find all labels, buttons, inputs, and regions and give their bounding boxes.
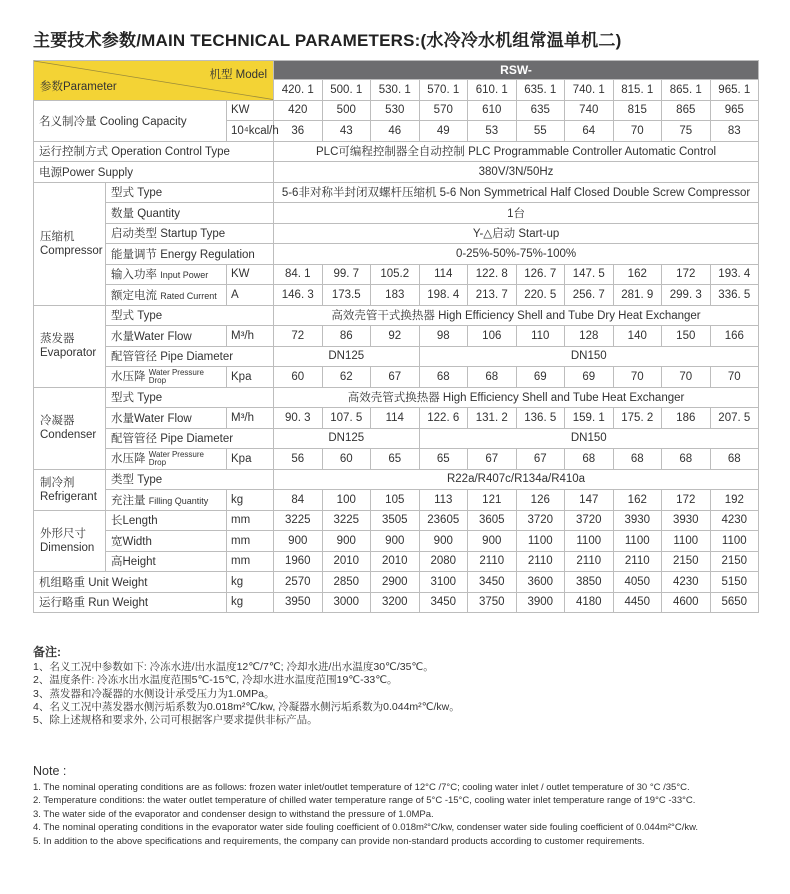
input-value-cell: 126. 7: [516, 264, 565, 285]
evaporator-drop-row: [34, 367, 759, 388]
height-value-cell: 1960: [274, 551, 323, 572]
notes-en-item: 3. The water side of the evaporator and condenser design to withstand the pressure of 1.0MPa.: [33, 808, 434, 820]
unit-kcal: 10⁴kcal/h: [227, 121, 274, 142]
run-weight-value-cell: 4180: [565, 592, 614, 613]
cooling-kcal-value-cell: 43: [322, 121, 371, 142]
unit-weight-value-cell: 3100: [419, 572, 468, 593]
evaporator-pipe-row: [34, 346, 759, 367]
condenser-flow-label: 水量Water Flow: [106, 408, 227, 429]
input-value-cell: 99. 7: [322, 264, 371, 285]
cooling-kcal-value-cell: 49: [419, 121, 468, 142]
cond-drop-value-cell: 65: [419, 449, 468, 470]
cond-flow-value-cell: 175. 2: [613, 408, 662, 429]
unit-weight-value-cell: 3850: [565, 572, 614, 593]
height-value-cell: 2010: [371, 551, 420, 572]
current-value-cell: 336. 5: [710, 285, 759, 306]
cooling-kw-value-cell: 420: [274, 100, 323, 121]
refrigerant-group-label: 制冷剂 Refrigerant: [34, 469, 106, 510]
notes-cn-item: 5、除上述规格和要求外, 公司可根据客户要求提供非标产品。: [33, 714, 318, 727]
cond-flow-value-cell: 122. 6: [419, 408, 468, 429]
evaporator-type-label: 型式 Type: [106, 305, 274, 326]
run-weight-value-cell: 3000: [322, 592, 371, 613]
cooling-kcal-value-cell: 75: [662, 121, 711, 142]
width-unit: mm: [227, 531, 274, 552]
input-value-cell: 162: [613, 264, 662, 285]
cond-drop-value-cell: 68: [613, 449, 662, 470]
fill-value-cell: 113: [419, 490, 468, 511]
refrigerant-fill-row: [34, 490, 759, 511]
length-value-cell: 3605: [468, 510, 517, 531]
condenser-flow-row: [34, 408, 759, 429]
compressor-startup-label: 启动类型 Startup Type: [106, 223, 274, 244]
condenser-pipe-b: DN150: [419, 428, 759, 449]
cooling-kw-value-cell: 865: [662, 100, 711, 121]
compressor-type-value: 5-6非对称半封闭双螺杆压缩机 5-6 Non Symmetrical Half Closed Double Screw Compressor: [274, 182, 759, 203]
unit-weight-value-cell: 4230: [662, 572, 711, 593]
compressor-startup-row: [34, 223, 759, 244]
compressor-type-row: [34, 182, 759, 203]
cond-drop-value-cell: 68: [710, 449, 759, 470]
height-value-cell: 2110: [613, 551, 662, 572]
fill-value-cell: 162: [613, 490, 662, 511]
current-value-cell: 213. 7: [468, 285, 517, 306]
models-value-cell: 530. 1: [371, 80, 420, 101]
models-value-cell: 815. 1: [613, 80, 662, 101]
evaporator-pipe-a: DN125: [274, 346, 420, 367]
evap-drop-value-cell: 62: [322, 367, 371, 388]
power-label: 电源Power Supply: [34, 162, 274, 183]
models-value-cell: 500. 1: [322, 80, 371, 101]
evap-drop-value-cell: 60: [274, 367, 323, 388]
fill-value-cell: 121: [468, 490, 517, 511]
input-value-cell: 193. 4: [710, 264, 759, 285]
unit-weight-value-cell: 2570: [274, 572, 323, 593]
refrigerant-type-value: R22a/R407c/R134a/R410a: [274, 469, 759, 490]
current-value-cell: 220. 5: [516, 285, 565, 306]
evaporator-group-label: 蒸发器 Evaporator: [34, 305, 106, 387]
evap-flow-value-cell: 106: [468, 326, 517, 347]
evap-flow-value-cell: 140: [613, 326, 662, 347]
fill-value-cell: 105: [371, 490, 420, 511]
power-row: [34, 162, 759, 183]
run-weight-label: 运行略重 Run Weight: [34, 592, 227, 613]
length-unit: mm: [227, 510, 274, 531]
current-value-cell: 299. 3: [662, 285, 711, 306]
width-value-cell: 900: [371, 531, 420, 552]
rated-current-label: 额定电流 Rated Current: [106, 285, 227, 306]
current-value-cell: 198. 4: [419, 285, 468, 306]
cond-flow-value-cell: 114: [371, 408, 420, 429]
evaporator-flow-label: 水量Water Flow: [106, 326, 227, 347]
height-value-cell: 2080: [419, 551, 468, 572]
models-value-cell: 420. 1: [274, 80, 323, 101]
filling-quantity-unit: kg: [227, 490, 274, 511]
length-value-cell: 3930: [613, 510, 662, 531]
condenser-pipe-a: DN125: [274, 428, 420, 449]
series-name: RSW-: [274, 61, 759, 80]
corner-model-label: 机型 Model: [209, 69, 268, 81]
run-weight-row: [34, 592, 759, 613]
cond-drop-value-cell: 60: [322, 449, 371, 470]
evaporator-type-value: 高效壳管干式换热器 High Efficiency Shell and Tube Dry Heat Exchanger: [274, 305, 759, 326]
evap-flow-value-cell: 110: [516, 326, 565, 347]
compressor-qty-row: [34, 203, 759, 224]
unit-kw: KW: [227, 100, 274, 121]
condenser-pipe-row: [34, 428, 759, 449]
models-value-cell: 570. 1: [419, 80, 468, 101]
cooling-kw-value-cell: 740: [565, 100, 614, 121]
run-weight-value-cell: 4600: [662, 592, 711, 613]
corner-header: [34, 61, 274, 101]
length-value-cell: 4230: [710, 510, 759, 531]
unit-weight-row: [34, 572, 759, 593]
current-value-cell: 256. 7: [565, 285, 614, 306]
evaporator-pipe-label: 配管管径 Pipe Diameter: [106, 346, 274, 367]
run-weight-value-cell: 3200: [371, 592, 420, 613]
run-weight-unit: kg: [227, 592, 274, 613]
height-value-cell: 2010: [322, 551, 371, 572]
fill-value-cell: 192: [710, 490, 759, 511]
condenser-type-label: 型式 Type: [106, 387, 274, 408]
filling-quantity-label: 充注量 Filling Quantity: [106, 490, 227, 511]
dimension-height-row: [34, 551, 759, 572]
cooling-kcal-value-cell: 36: [274, 121, 323, 142]
notes-en: [33, 765, 698, 849]
width-value-cell: 900: [468, 531, 517, 552]
unit-weight-value-cell: 4050: [613, 572, 662, 593]
current-value-cell: 146. 3: [274, 285, 323, 306]
cooling-kw-value-cell: 610: [468, 100, 517, 121]
input-power-unit: KW: [227, 264, 274, 285]
cooling-kcal-value-cell: 64: [565, 121, 614, 142]
input-value-cell: 84. 1: [274, 264, 323, 285]
evaporator-pipe-b: DN150: [419, 346, 759, 367]
cond-flow-value-cell: 136. 5: [516, 408, 565, 429]
fill-value-cell: 147: [565, 490, 614, 511]
run-weight-value-cell: 4450: [613, 592, 662, 613]
dimension-group-label: 外形尺寸 Dimension: [34, 510, 106, 572]
height-value-cell: 2110: [565, 551, 614, 572]
evap-drop-value-cell: 70: [710, 367, 759, 388]
notes-cn-item: 3、蒸发器和冷凝器的水侧设计承受压力为1.0MPa。: [33, 687, 275, 700]
cond-drop-value-cell: 68: [662, 449, 711, 470]
width-value-cell: 900: [322, 531, 371, 552]
length-value-cell: 3720: [516, 510, 565, 531]
width-value-cell: 1100: [710, 531, 759, 552]
length-value-cell: 3930: [662, 510, 711, 531]
evaporator-flow-row: [34, 326, 759, 347]
notes-en-item: 5. In addition to the above specifications and requirements, the company can provide non-standard products according to customer requirements.: [33, 835, 645, 847]
cond-flow-value-cell: 90. 3: [274, 408, 323, 429]
evap-drop-value-cell: 68: [419, 367, 468, 388]
length-value-cell: 23605: [419, 510, 468, 531]
compressor-energy-value: 0-25%-50%-75%-100%: [274, 244, 759, 265]
unit-weight-value-cell: 5150: [710, 572, 759, 593]
height-label: 高Height: [106, 551, 227, 572]
spec-table: [33, 60, 759, 613]
evap-drop-value-cell: 69: [565, 367, 614, 388]
evap-flow-value-cell: 128: [565, 326, 614, 347]
width-value-cell: 1100: [613, 531, 662, 552]
height-value-cell: 2150: [710, 551, 759, 572]
current-value-cell: 281. 9: [613, 285, 662, 306]
cooling-kw-value-cell: 570: [419, 100, 468, 121]
evaporator-flow-unit: M³/h: [227, 326, 274, 347]
cooling-kw-value-cell: 530: [371, 100, 420, 121]
compressor-input-row: [34, 264, 759, 285]
length-label: 长Length: [106, 510, 227, 531]
cooling-kw-value-cell: 815: [613, 100, 662, 121]
evap-flow-value-cell: 150: [662, 326, 711, 347]
cond-flow-value-cell: 159. 1: [565, 408, 614, 429]
current-value-cell: 173.5: [322, 285, 371, 306]
page-title: 主要技术参数/MAIN TECHNICAL PARAMETERS:(水冷冷水机组常温单机二): [33, 31, 622, 50]
evap-drop-value-cell: 68: [468, 367, 517, 388]
width-value-cell: 1100: [565, 531, 614, 552]
evap-flow-value-cell: 92: [371, 326, 420, 347]
unit-weight-value-cell: 2850: [322, 572, 371, 593]
evap-drop-value-cell: 70: [662, 367, 711, 388]
cooling-kcal-value-cell: 70: [613, 121, 662, 142]
width-value-cell: 900: [419, 531, 468, 552]
condenser-pipe-label: 配管管径 Pipe Diameter: [106, 428, 274, 449]
dimension-length-row: [34, 510, 759, 531]
notes-cn-item: 2、温度条件: 冷冻水出水温度范围5℃-15℃, 冷却水进水温度范围19℃-33℃。: [33, 674, 398, 687]
input-value-cell: 122. 8: [468, 264, 517, 285]
evap-flow-value-cell: 166: [710, 326, 759, 347]
dimension-width-row: [34, 531, 759, 552]
cooling-kw-value-cell: 500: [322, 100, 371, 121]
unit-weight-value-cell: 3600: [516, 572, 565, 593]
models-value-cell: 740. 1: [565, 80, 614, 101]
length-value-cell: 3225: [274, 510, 323, 531]
run-weight-value-cell: 3450: [419, 592, 468, 613]
cooling-kcal-value-cell: 53: [468, 121, 517, 142]
cooling-kcal-value-cell: 83: [710, 121, 759, 142]
power-value: 380V/3N/50Hz: [274, 162, 759, 183]
width-value-cell: 1100: [516, 531, 565, 552]
run-weight-value-cell: 5650: [710, 592, 759, 613]
notes-cn-title: 备注:: [33, 645, 61, 659]
refrigerant-type-label: 类型 Type: [106, 469, 274, 490]
control-label: 运行控制方式 Operation Control Type: [34, 141, 274, 162]
compressor-qty-label: 数量 Quantity: [106, 203, 274, 224]
evaporator-drop-label: 水压降 Water Pressure Drop: [106, 367, 227, 388]
length-value-cell: 3225: [322, 510, 371, 531]
refrigerant-type-row: [34, 469, 759, 490]
width-label: 宽Width: [106, 531, 227, 552]
notes-en-item: 2. Temperature conditions: the water outlet temperature of chilled water temperature range of 5°C -15°C, cooling water inlet temperature range of 19°C -33°C.: [33, 795, 696, 807]
cond-flow-value-cell: 207. 5: [710, 408, 759, 429]
notes-cn-item: 4、名义工况中蒸发器水侧污垢系数为0.018m²℃/kw, 冷凝器水侧污垢系数为0.044m²℃/kw。: [33, 700, 460, 713]
cond-drop-value-cell: 65: [371, 449, 420, 470]
width-value-cell: 900: [274, 531, 323, 552]
control-value: PLC可编程控制器全自动控制 PLC Programmable Controller Automatic Control: [274, 141, 759, 162]
current-value-cell: 183: [371, 285, 420, 306]
condenser-drop-unit: Kpa: [227, 449, 274, 470]
width-value-cell: 1100: [662, 531, 711, 552]
input-value-cell: 105.2: [371, 264, 420, 285]
input-power-label: 输入功率 Input Power: [106, 264, 227, 285]
length-value-cell: 3720: [565, 510, 614, 531]
cooling-kw-value-cell: 635: [516, 100, 565, 121]
height-value-cell: 2150: [662, 551, 711, 572]
cooling-kw-row: [34, 100, 759, 121]
cond-flow-value-cell: 107. 5: [322, 408, 371, 429]
evaporator-drop-unit: Kpa: [227, 367, 274, 388]
cooling-kw-value-cell: 965: [710, 100, 759, 121]
notes-en-item: 4. The nominal operating conditions in the evaporator water side fouling coefficient of 0.018m²°C/kw, condenser water side fouling coefficient of 0.044m²°C/kw.: [33, 822, 699, 834]
height-unit: mm: [227, 551, 274, 572]
run-weight-value-cell: 3750: [468, 592, 517, 613]
condenser-flow-unit: M³/h: [227, 408, 274, 429]
evap-flow-value-cell: 98: [419, 326, 468, 347]
evap-drop-value-cell: 67: [371, 367, 420, 388]
corner-param-label: 参数Parameter: [40, 80, 117, 93]
compressor-qty-value: 1台: [274, 203, 759, 224]
cond-drop-value-cell: 68: [565, 449, 614, 470]
cond-drop-value-cell: 67: [516, 449, 565, 470]
compressor-energy-row: [34, 244, 759, 265]
condenser-drop-label: 水压降 Water Pressure Drop: [106, 449, 227, 470]
models-value-cell: 610. 1: [468, 80, 517, 101]
cond-flow-value-cell: 186: [662, 408, 711, 429]
evap-drop-value-cell: 70: [613, 367, 662, 388]
height-value-cell: 2110: [516, 551, 565, 572]
fill-value-cell: 100: [322, 490, 371, 511]
condenser-group-label: 冷凝器 Condenser: [34, 387, 106, 469]
evap-flow-value-cell: 72: [274, 326, 323, 347]
notes-en-title: Note :: [33, 764, 67, 778]
compressor-startup-value: Y-△启动 Start-up: [274, 223, 759, 244]
cond-flow-value-cell: 131. 2: [468, 408, 517, 429]
notes-cn: [33, 646, 460, 727]
cooling-kcal-value-cell: 46: [371, 121, 420, 142]
condenser-type-value: 高效壳管式换热器 High Efficiency Shell and Tube Heat Exchanger: [274, 387, 759, 408]
evaporator-type-row: [34, 305, 759, 326]
compressor-energy-label: 能量调节 Energy Regulation: [106, 244, 274, 265]
unit-weight-value-cell: 3450: [468, 572, 517, 593]
fill-value-cell: 172: [662, 490, 711, 511]
run-weight-value-cell: 3950: [274, 592, 323, 613]
condenser-drop-row: [34, 449, 759, 470]
length-value-cell: 3505: [371, 510, 420, 531]
rated-current-unit: A: [227, 285, 274, 306]
cond-drop-value-cell: 67: [468, 449, 517, 470]
models-value-cell: 965. 1: [710, 80, 759, 101]
cooling-kcal-value-cell: 55: [516, 121, 565, 142]
condenser-type-row: [34, 387, 759, 408]
unit-weight-unit: kg: [227, 572, 274, 593]
notes-en-item: 1. The nominal operating conditions are as follows: frozen water inlet/outlet temperature of 12°C /7°C; cooling water inlet / outlet temperature of 30 °C /35°C.: [33, 781, 690, 793]
fill-value-cell: 126: [516, 490, 565, 511]
fill-value-cell: 84: [274, 490, 323, 511]
notes-cn-item: 1、名义工况中参数如下: 冷冻水进/出水温度12℃/7℃; 冷却水进/出水温度30℃/35℃。: [33, 661, 434, 674]
compressor-type-label: 型式 Type: [106, 182, 274, 203]
unit-weight-value-cell: 2900: [371, 572, 420, 593]
header-series-row: [34, 61, 759, 80]
input-value-cell: 172: [662, 264, 711, 285]
models-value-cell: 635. 1: [516, 80, 565, 101]
cond-drop-value-cell: 56: [274, 449, 323, 470]
height-value-cell: 2110: [468, 551, 517, 572]
input-value-cell: 147. 5: [565, 264, 614, 285]
run-weight-value-cell: 3900: [516, 592, 565, 613]
cooling-capacity-label: 名义制冷量 Cooling Capacity: [34, 100, 227, 141]
evap-flow-value-cell: 86: [322, 326, 371, 347]
unit-weight-label: 机组略重 Unit Weight: [34, 572, 227, 593]
models-value-cell: 865. 1: [662, 80, 711, 101]
input-value-cell: 114: [419, 264, 468, 285]
evap-drop-value-cell: 69: [516, 367, 565, 388]
control-row: [34, 141, 759, 162]
compressor-current-row: [34, 285, 759, 306]
compressor-group-label: 压缩机 Compressor: [34, 182, 106, 305]
